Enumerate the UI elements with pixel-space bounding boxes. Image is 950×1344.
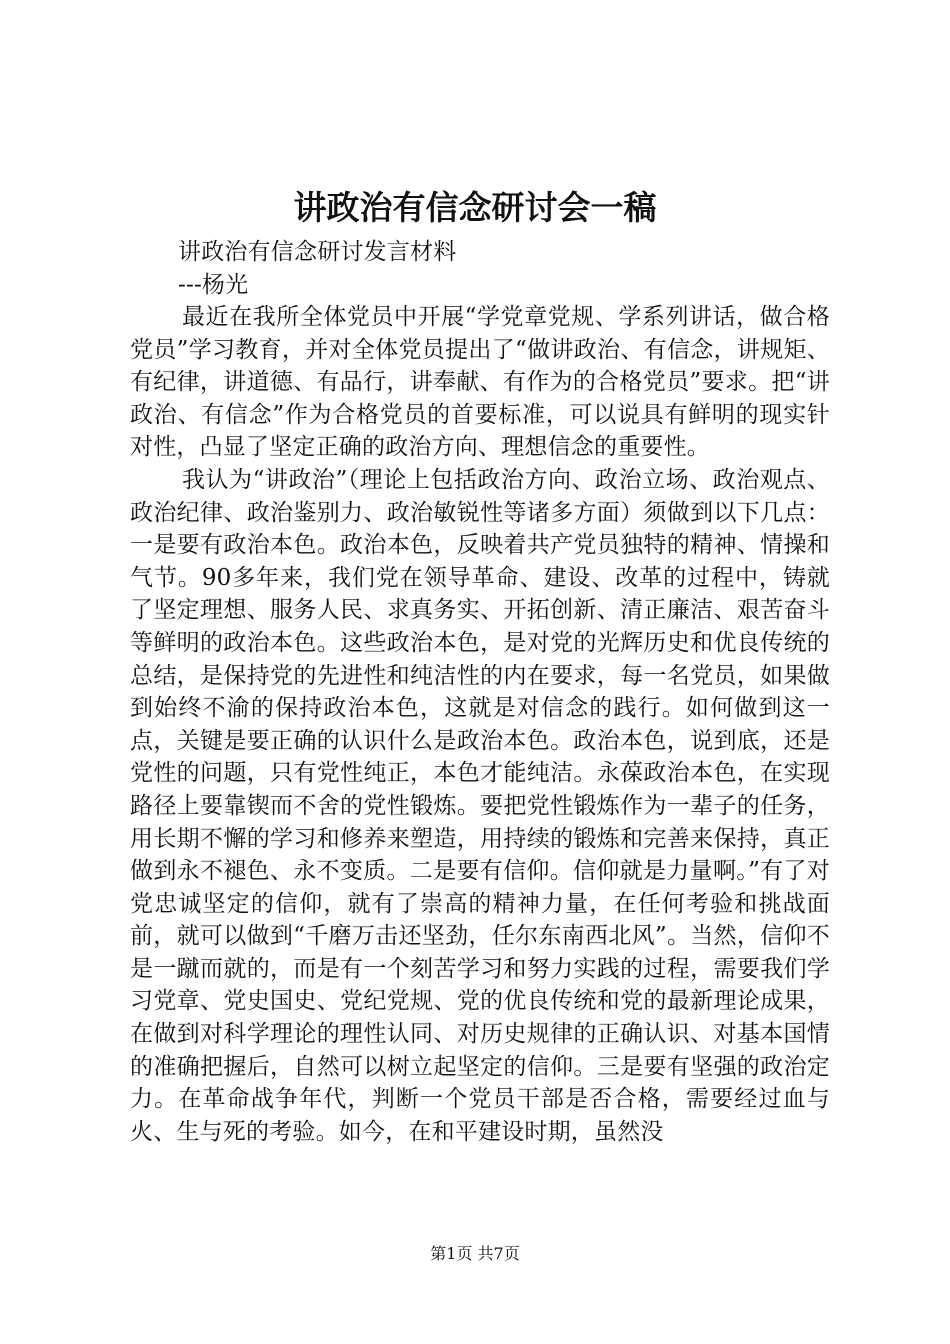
document-body bbox=[130, 301, 830, 1148]
body-paragraph-1: 最近在我所全体党员中开展“学党章党规、学系列讲话，做合格党员”学习教育，并对全体党员提出了“做讲政治、有信念，讲规矩、有纪律，讲道德、有品行，讲奉献、有作为的合格党员”要求。把“讲政治、有信念”作为合格党员的首要标准，可以说具有鲜明的现实针对性，凸显了坚定正确的政治方向、理想信念的重要性。 bbox=[130, 304, 830, 461]
body-paragraph-2: 我认为“讲政治”（理论上包括政治方向、政治立场、政治观点、政治纪律、政治鉴别力、政治敏锐性等诸多方面）须做到以下几点：一是要有政治本色。政治本色，反映着共产党员独特的精神、情操和气节。90多年来，我们党在领导革命、建设、改革的过程中，铸就了坚定理想、服务人民、求真务实、开拓创新、清正廉洁、艰苦奋斗等鲜明的政治本色。这些政治本色，是对党的光辉历史和优良传统的总结，是保持党的先进性和纯洁性的内在要求，每一名党员，如果做到始终不渝的保持政治本色，这就是对信念的践行。如何做到这一点，关键是要正确的认识什么是政治本色。政治本色，说到底，还是党性的问题，只有党性纯正，本色才能纯洁。永葆政治本色，在实现路径上要靠锲而不舍的党性锻炼。要把党性锻炼作为一辈子的任务，用长期不懈的学习和修养来塑造，用持续的锻炼和完善来保持，真正做到永不褪色、永不变质。二是要有信仰。信仰就是力量啊。”有了对党忠诚坚定的信仰，就有了崇高的精神力量，在任何考验和挑战面前，就可以做到“千磨万击还坚劲，任尔东南西北风”。当然，信仰不是一蹴而就的，而是有一个刻苦学习和努力实践的过程，需要我们学习党章、党史国史、党纪党规、党的优良传统和党的最新理论成果，在做到对科学理论的理性认同、对历史规律的正确认识、对基本国情的准确把握后，自然可以树立起坚定的信仰。三是要有坚强的政治定力。在革命战争年代，判断一个党员干部是否合格，需要经过血与火、生与死的考验。如今，在和平建设时期，虽然没 bbox=[130, 466, 830, 1145]
page-number-footer: 第1页 共7页 bbox=[430, 1244, 520, 1263]
document-title: 讲政治有信念研讨会一稿 bbox=[293, 188, 657, 227]
document-author: ---杨光 bbox=[178, 272, 249, 298]
document-subtitle: 讲政治有信念研讨发言材料 bbox=[178, 239, 457, 265]
